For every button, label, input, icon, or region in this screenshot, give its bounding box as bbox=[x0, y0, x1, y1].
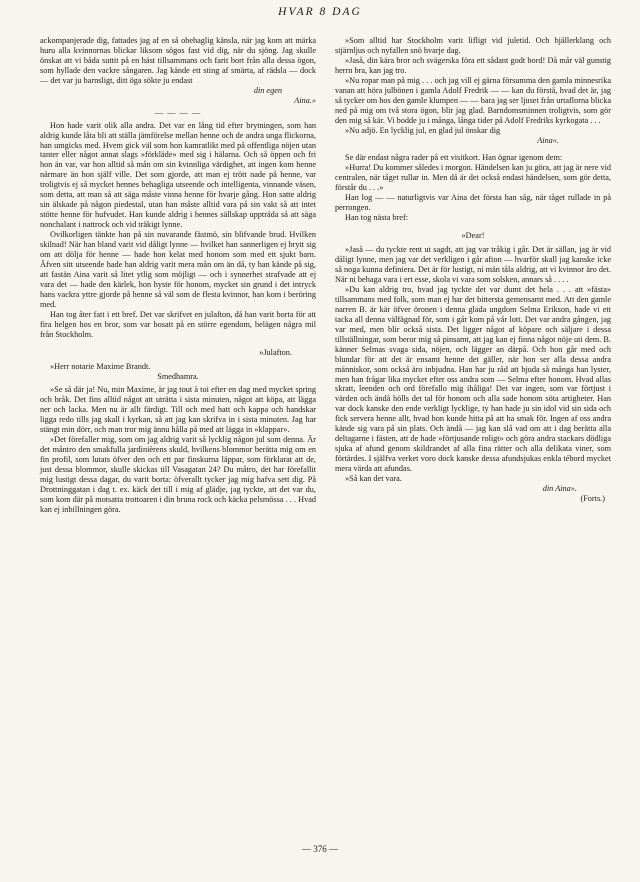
paragraph: »Nu ropar man på mig . . . och jag vill ej gärna försumma den gamla minnesrika vanan att höra julbönen i gamla Adolf Fredrik — — kan du förstå, hvad det är, jag så tycker om hos den gamle klumpen — — bara jag ser ljuset från urtaflorna blicka ned på mig om två stora ögon, blir jag glad. Barndomsminnen troligtvis, som gör den mig så kär. Vi bodde ju i många, långa tider på Adolf Fredriks kyrkogata . . . bbox=[335, 75, 611, 125]
paragraph: Hon hade varit olik alla andra. Det var en lång tid efter brytningen, som han aldrig kunde låta bli att ställa jämförelse mellan henne och de andra unga flickorna, han umgicks med. Hvem gick väl som hon kamratlikt med på offentliga nöjen utan tanter eller något annat slags »förkläde» med sig i hälarna. Och så öppen och fri hon än var, var hon alltid så mån om sin kvinnliga värdighet, att ingen kom henne närmare än hon själf ville. Det som gjorde, att man ej trött nade på henne, var troligtvis ej så mycket hennes behagliga utseende och intelligenta, vinnande väsen, som detta, att man så att säga måste vinna henne för hvarje gång. Hon satte aldrig sin älskade på någon piedestal, utan han måste alltid vara på sin vakt så att intet stötte henne för hufvudet. Han kunde aldrig i hennes sällskap uppträda så att säga nonchalant i nattrock och vid träkigt lynne. bbox=[40, 120, 316, 230]
letter-salutation: »Herr notarie Maxime Brandt. bbox=[50, 361, 151, 371]
paragraph: Han tog åter fatt i ett bref. Det var skrifvet en julafton, då han varit borta för att fira helgen hos en bror, som var bosatt på en större egendom, belägen några mil från Stockholm. bbox=[40, 309, 316, 339]
paragraph: »Som alltid har Stockholm varit lifligt vid juletid. Och bjällerklang och stjärnljus och nyfallen snö hvarje dag. bbox=[335, 36, 611, 55]
paragraph: Han tog nästa bref: bbox=[345, 213, 408, 223]
paragraph: »Jaså, din kära bror och svägerska föra ett sådant godt bord! Då mår väl gunstig herrn bra, kan jag tro. bbox=[335, 55, 611, 75]
letter-signature: Aina«. bbox=[537, 135, 559, 145]
page-number: — 376 — bbox=[302, 844, 338, 854]
paragraph: Se där endast några rader på ett visitkort. Han ögnar igenom dem: bbox=[345, 153, 563, 163]
letter-place: Smedhamra. bbox=[157, 371, 199, 381]
letter-date: »Julafton. bbox=[259, 347, 292, 357]
right-column bbox=[335, 36, 611, 504]
letter-salutation: »Dear! bbox=[461, 231, 485, 241]
paragraph: ackompanjerade dig, fattades jag af en så obehaglig känsla, när jag kom att märka huru alla kvinnornas blickar liksom sögos fast vid dig, när du sjöng. Jag skulle önskat att vi båda suttit på en häst tillsammans och farit bort från alla dessa ögon, som hyllade den vackre sångaren. Jag kände ett sting af smärta, af rädsla — dock — det var ju barnsligt, ditt öga sökte ju endast bbox=[40, 36, 316, 85]
paragraph: Han log — — naturligtvis var Aina det första han såg, när tåget rullade in på perrongen. bbox=[335, 193, 611, 213]
section-divider: — — — — bbox=[154, 107, 202, 117]
letter-closing: din egen bbox=[253, 85, 282, 95]
paragraph: »Så kan det vara. bbox=[345, 474, 402, 484]
letter-signature: Aina.» bbox=[294, 95, 316, 105]
paragraph: »Jaså — du tyckte rent ut sagdt, att jag var tråkig i går. Det är sällan, jag är vid dåligt lynne, men jag var det verkligen i går afton — hvarför skall jag kanske icke så noga kunna definiera. Det är för lustigt, ni män tåla aldrig, att vi kvinnor äro det. När ni behaga vara i ert esse, skola vi vara som solsken, annars så . . . . bbox=[335, 245, 611, 284]
left-column bbox=[40, 36, 316, 515]
paragraph: »Nu adjö. En lycklig jul, en glad jul önskar dig bbox=[345, 125, 501, 135]
paragraph: »Det förefaller mig, som om jag aldrig varit så lycklig någon jul som denna. Är det måntro den smakfulla jardinièrens skuld, hvilkens blommor berätta mig om en fin profil, som lutats öfver den och ett par finskurna läppar, som förklarat att de, just dessa blommor, skulle skickas till Vasagatan 24? Du måtro, det har förefallit mig lustigt dessa dagar, du varit borta: öfverallt tycker jag mig hafva sett dig. På Drottninggatan i dag t. ex. käck det till i mig af glädje, jag tyckte, att det var du, som kom där på motsatta trottoaren i din bruna rock och käcka pelsmössa . . . Hvad kan ej inbillningen göra. bbox=[40, 435, 316, 514]
continued-note: (Forts.) bbox=[580, 493, 605, 503]
paragraph: Ovilkorligen tänkte han på sin nuvarande fästmö, sin blifvande brud. Hvilken skilnad! När han bland varit vid dåligt lynne — hvilket han sannerligen ej brytt sig om att dölja för henne — hade hon kelat med honom som med ett sjukt barn. Äfven sitt utseende hade han aldrig varit mera mån om än då, ty han kände på sig, att fastän Aina varit så litet ytlig som möjligt — och i synnerhet strafvade att ej vara det — hade den kärlek, hon hyste för honom, mycket sin grund i det intryck hans vackra yttre gjorde på henne så väl som de flesta kvinnor, han kom i beröring med. bbox=[40, 230, 316, 309]
letter-signature: din Aina». bbox=[542, 483, 577, 493]
paragraph: »Hurra! Du kommer således i morgon. Händelsen kan ju göra, att jag är nere vid centralen, när tåget rullar in. Men då är det också endast händelsen, som gör detta, förstår du . . .» bbox=[335, 163, 611, 193]
paragraph: »Se så där ja! Nu, min Maxime, är jag tout à toi efter en dag med mycket spring och bråk. Det fins alltid något att uträtta i sista minuten, något att köpa, att lägga ner och lacka. Men nu är allt färdigt. Till och med hatt och kappa och handskar ligga redo tills jag skall i kyrkan, så att jag kan skrifva in i sista minuten. Jag har stängt min dörr, och man tror mig ännu hålla på med att lägga in »klappar». bbox=[40, 385, 316, 435]
paragraph: »Du kan aldrig tro, hvad jag tyckte det var dumt det hela . . . att »fästa» tillsammans med folk, som man ej har det bittersta gemensamt med. Att den gamle narren B. är kär öfver öronen i denna glada ungdom Selma Erikson, hade vi ett tacka all denna välfägnad för, som i går kom på vår lott. Det var andra gången, jag var med, men blir också sista. Det ligger något af köpare och säljare i dessa tillställningar, som beror mig så pinsamt, att jag kan ej finna något nöje uti dem. B. känner Selmas svaga sida, nöjen, och lägger an därpå. Och hon går med och blundar för att det är ensamt henne det gäller, när hon ser alla dessa andra människor, som också äro inbjudna. Han har ju råd att bjuda så många han lyster, men han frågar lika mycket efter oss andra som — Selma efter honom. Hvad allas skratt, leenden och ord förefallo mig ihåliga! Det var ingen, som var förtjust i värden och ändå hölls det tal för honom och alla sade honom söta artigheter. Han var dock kanske den ende verkligt lycklige, ty han hade ju sin idol vid sin sida och fick servera henne allt, hvad hon kunde hitta på att ha smak för. Ingen af oss andra kände sig vara på sin plats. Och ändå — jag kan slå vad om att i dag berätta alla deltagarne i fästen, att de hade »förtjusande roligt» och göra andra stackars dödliga sjuka af afund genom skildrandet af alla fina rätter och alla delikata viner, som förtärdes. I själfva verket voro dock kanske dessa afundsjukas enkla tébord mycket mera värda att afundas. bbox=[335, 284, 611, 474]
running-header: HVAR 8 DAG bbox=[278, 6, 362, 18]
